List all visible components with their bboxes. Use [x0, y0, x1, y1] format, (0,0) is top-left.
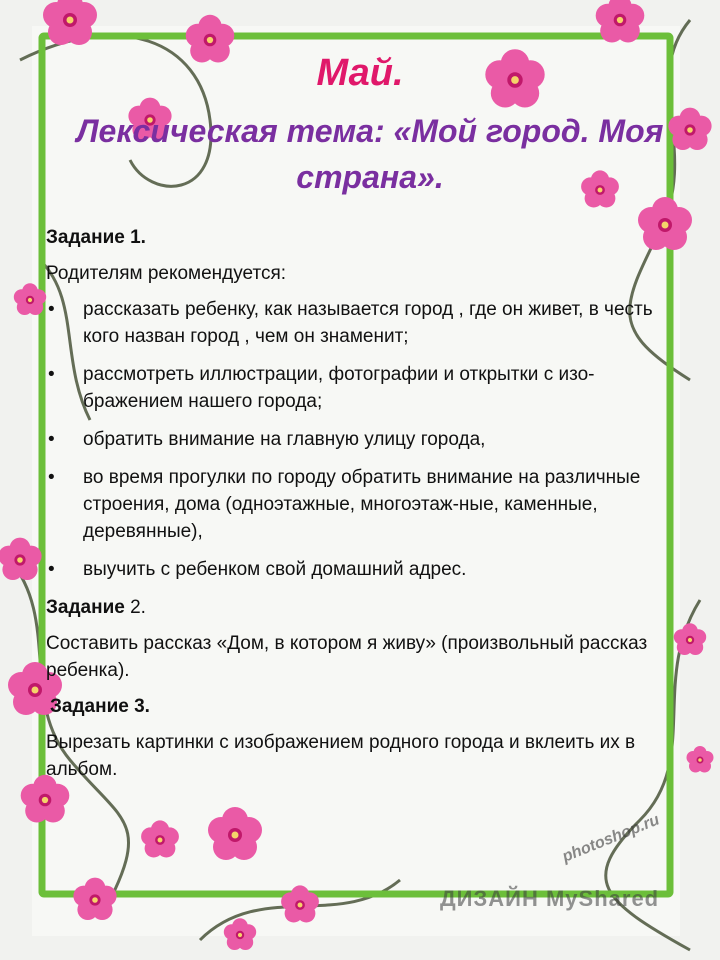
bullet-icon: • [48, 364, 55, 385]
task1-intro: Родителям рекомендуется: [46, 263, 287, 284]
bullet-icon: • [48, 429, 55, 450]
watermark-logo: ДИЗАЙН MyShared [440, 886, 660, 911]
task1-recommendations-list [46, 296, 666, 583]
task3-heading: Задание 3. [50, 696, 150, 717]
task2-text: Составить рассказ «Дом, в котором я живу» (произвольный рассказ ребенка). [46, 633, 648, 681]
task2-heading [46, 594, 666, 621]
bullet-icon: • [48, 299, 55, 320]
page-title-month: Май. [316, 52, 404, 94]
list-item-text: рассказать ребенку, как называется город , где он живет, в честь кого назван город , чем он знаменит; [83, 299, 653, 347]
list-item [46, 426, 666, 453]
list-item-text: выучить с ребенком свой домашний адрес. [83, 559, 467, 580]
list-item-text: рассмотреть иллюстрации, фотографии и открытки с изо-бражением нашего города; [83, 364, 595, 412]
list-item [46, 361, 666, 415]
watermark-site: photoshop.ru [560, 811, 662, 866]
task1-heading: Задание 1. [46, 227, 146, 248]
bullet-icon: • [48, 559, 55, 580]
page-subtitle-topic: Лексическая тема: «Мой город. Моя страна». [76, 113, 664, 195]
bullet-icon: • [48, 467, 55, 488]
list-item [46, 296, 666, 350]
task3-text: Вырезать картинки с изображением родного города и вклеить их в альбом. [46, 732, 636, 780]
list-item-text: обратить внимание на главную улицу города, [83, 429, 486, 450]
list-item-text: во время прогулки по городу обратить внимание на различные строения, дома (одноэтажные, многоэтаж-ные, каменные, деревянные), [83, 467, 641, 542]
list-item [46, 556, 666, 583]
list-item [46, 464, 666, 545]
task2-heading-word: Задание [46, 597, 125, 618]
task-list-body [46, 224, 666, 792]
task2-heading-number: 2. [124, 597, 146, 618]
